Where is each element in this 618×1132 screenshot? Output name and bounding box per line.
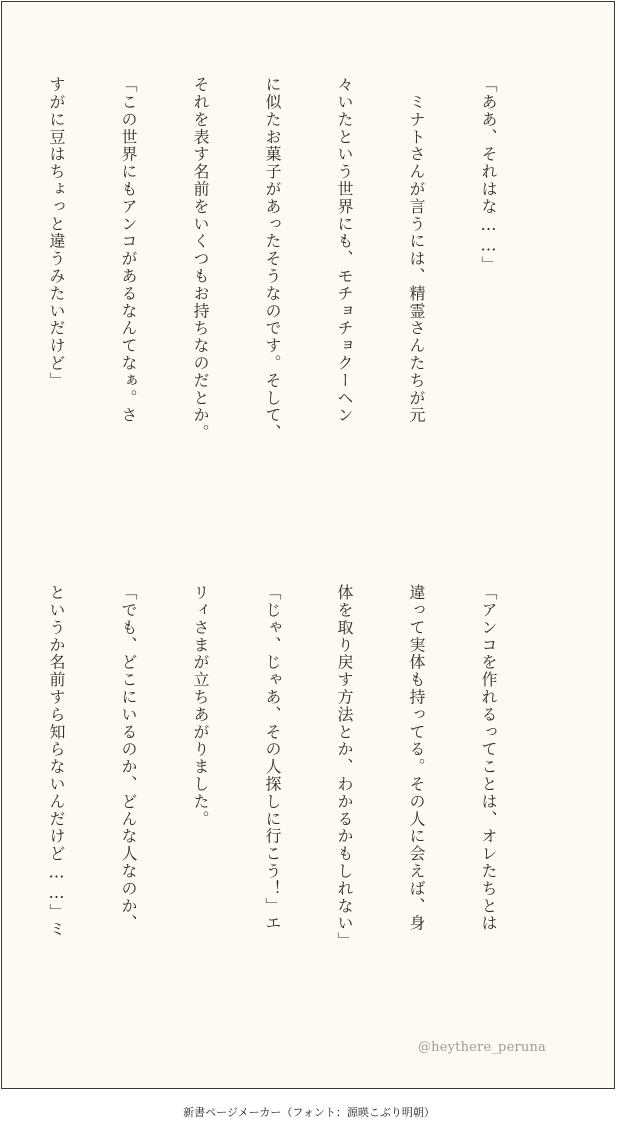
text-line: 々いたという世界にも、モチョチョクーヘン <box>335 76 354 424</box>
book-page <box>1 1 615 1089</box>
text-line: 「アンコを作れるってことは、オレたちとは <box>479 584 498 932</box>
text-line: 体を取り戻す方法とか、わかるかもしれない」 <box>335 584 354 950</box>
text-line: 違って実体も持ってる。その人に会えば、身 <box>407 584 426 932</box>
text-line: 「この世界にもアンコがあるなんてなぁ。さ <box>119 76 138 424</box>
text-line: ミナトさんが言うには、精霊さんたちが元 <box>407 76 426 424</box>
upper-text-block <box>0 76 548 546</box>
text-line: 「でも、どこにいるのか、どんな人なのか、 <box>119 584 138 932</box>
text-line: というか名前すら知らないんだけど……」ミ <box>47 584 66 938</box>
text-line: 「ああ、それはな……」 <box>479 76 498 274</box>
text-line: それを表す名前をいくつもお持ちなのだとか。 <box>191 76 210 442</box>
text-line: リィさまが立ちあがりました。 <box>191 584 210 828</box>
text-line: に似たお菓子があったそうなのです。そして、 <box>263 76 282 442</box>
text-line: すがに豆はちょっと違うみたいだけど」 <box>47 76 66 390</box>
lower-text-block <box>0 584 548 1004</box>
text-line: 「じゃ、じゃあ、その人探しに行こう！」エ <box>263 584 282 932</box>
generator-caption: 新書ページメーカー（フォント：源暎こぶり明朝） <box>183 1106 435 1119</box>
author-watermark: @heythere_peruna <box>417 1040 546 1055</box>
